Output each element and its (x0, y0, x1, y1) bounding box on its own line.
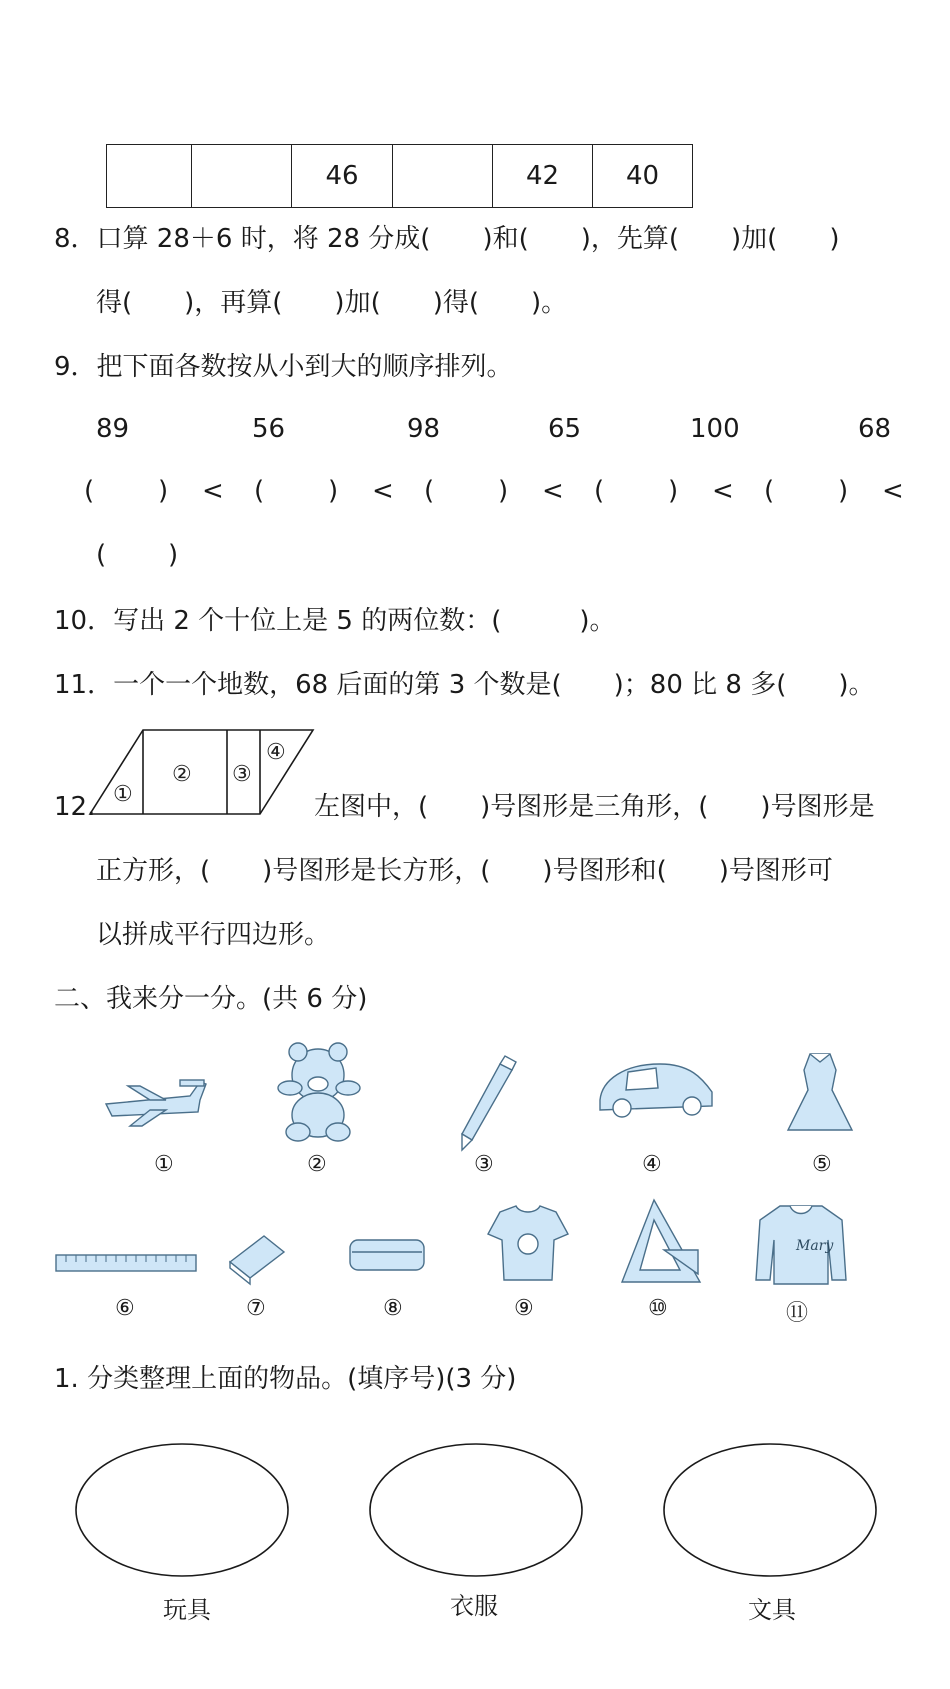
item-label: ② (307, 1152, 327, 1177)
item-label: ⑧ (383, 1296, 403, 1321)
item-label: ① (154, 1152, 174, 1177)
less-than: < (372, 476, 394, 506)
item-label: ⑪ (786, 1301, 809, 1326)
close-paren: ) (668, 476, 679, 506)
less-than: < (712, 476, 734, 506)
shape-label: ② (172, 762, 192, 787)
close-paren: ) (838, 476, 849, 506)
close-paren: ) (168, 540, 179, 570)
open-paren: ( (254, 476, 265, 506)
less-than: < (202, 476, 224, 506)
table-cell: 46 (292, 145, 393, 208)
number: 56 (252, 414, 286, 444)
category-label-toys: 玩具 (163, 1596, 211, 1624)
open-paren: ( (764, 476, 775, 506)
close-paren: ) (328, 476, 339, 506)
shape-label: ③ (232, 762, 252, 787)
number: 65 (548, 414, 582, 444)
item-label: ⑤ (812, 1152, 832, 1177)
category-label-clothes: 衣服 (450, 1592, 498, 1620)
close-paren: ) (498, 476, 509, 506)
question-12-number: 12. (54, 792, 96, 822)
category-label-stationery: 文具 (748, 1596, 796, 1624)
question-9-prompt: 9．把下面各数按从小到大的顺序排列。 (54, 352, 513, 382)
question-10: 10．写出 2 个十位上是 5 的两位数：( )。 (54, 606, 616, 636)
question-12-line-3: 以拼成平行四边形。 (96, 920, 331, 950)
number: 68 (858, 414, 892, 444)
sweater-text: Mary (796, 1238, 834, 1254)
open-paren: ( (424, 476, 435, 506)
table-cell: 42 (493, 145, 593, 208)
question-12-line-1: 左图中，( )号图形是三角形，( )号图形是 (314, 792, 875, 822)
section-2-title: 二、我来分一分。(共 6 分) (54, 984, 368, 1014)
ellipse-clothes (370, 1444, 582, 1576)
question-8-line-2: 得( )，再算( )加( )得( )。 (96, 288, 568, 318)
number: 98 (407, 414, 441, 444)
item-label: ⑨ (514, 1296, 534, 1321)
less-than: < (542, 476, 564, 506)
open-paren: ( (96, 540, 107, 570)
item-label: ⑩ (648, 1296, 668, 1321)
less-than: < (882, 476, 904, 506)
shape-label: ① (113, 782, 133, 807)
shape-label: ④ (266, 740, 286, 765)
table-cell: 40 (593, 145, 693, 208)
number: 89 (96, 414, 130, 444)
close-paren: ) (158, 476, 169, 506)
number: 100 (690, 414, 740, 444)
ellipse-stationery (664, 1444, 876, 1576)
open-paren: ( (594, 476, 605, 506)
item-label: ③ (474, 1152, 494, 1177)
ellipse-toys (76, 1444, 288, 1576)
item-label: ④ (642, 1152, 662, 1177)
item-label: ⑦ (246, 1296, 266, 1321)
question-8-line-1: 8．口算 28＋6 时，将 28 分成( )和( )，先算( )加( ) (54, 224, 840, 254)
item-label: ⑥ (115, 1296, 135, 1321)
question-12-line-2: 正方形，( )号图形是长方形，( )号图形和( )号图形可 (96, 856, 833, 886)
open-paren: ( (84, 476, 95, 506)
question-11: 11．一个一个地数，68 后面的第 3 个数是( )；80 比 8 多( )。 (54, 670, 875, 700)
sub-question-1: 1. 分类整理上面的物品。(填序号)(3 分) (54, 1364, 517, 1394)
